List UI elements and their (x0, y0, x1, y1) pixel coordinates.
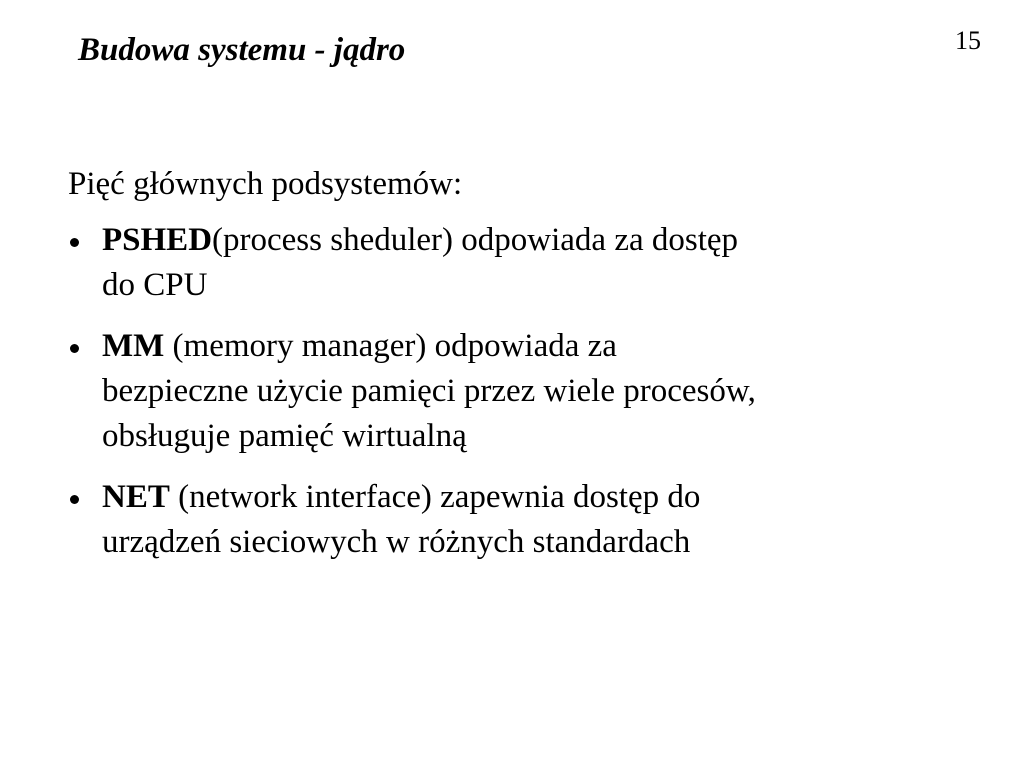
bullet-text (102, 475, 968, 565)
bullet-icon (70, 344, 79, 353)
bullet-line (102, 475, 968, 520)
list-item (68, 324, 968, 459)
bullet-text (102, 218, 968, 308)
bullet-icon (70, 238, 79, 247)
bullet-term: MM (102, 328, 165, 364)
intro-text: Pięć głównych podsystemów: (68, 166, 463, 202)
bullet-line: bezpieczne użycie pamięci przez wiele procesów, (102, 373, 756, 409)
list-item (68, 218, 968, 308)
bullet-description: (network interface) zapewnia dostęp do (169, 479, 701, 515)
bullet-line (102, 324, 968, 369)
bullet-line: urządzeń sieciowych w różnych standardach (102, 524, 691, 560)
page-number: 15 (955, 26, 981, 55)
subsystem-list (68, 218, 968, 565)
slide-title: Budowa systemu - jądro (78, 32, 406, 68)
bullet-description: (memory manager) odpowiada za (164, 328, 617, 364)
bullet-icon (70, 495, 79, 504)
bullet-line: do CPU (102, 267, 208, 303)
slide-content (68, 162, 968, 581)
bullet-term: PSHED (102, 222, 213, 258)
bullet-line (102, 218, 968, 263)
bullet-description: (process sheduler) odpowiada za dostęp (212, 222, 739, 258)
bullet-term: NET (102, 479, 170, 515)
bullet-text (102, 324, 968, 459)
list-item (68, 475, 968, 565)
bullet-line: obsługuje pamięć wirtualną (102, 418, 467, 454)
